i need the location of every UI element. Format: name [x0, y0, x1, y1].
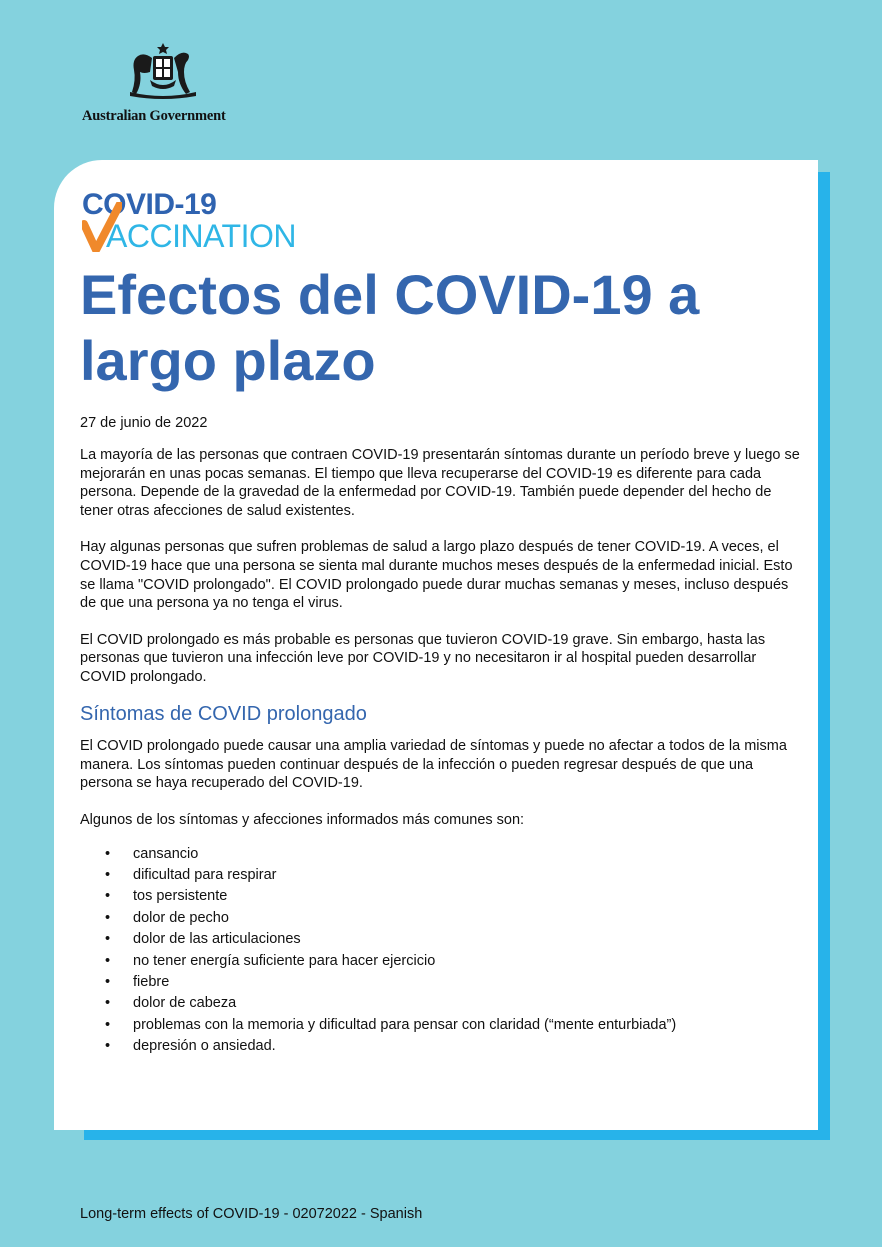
list-item — [80, 908, 800, 929]
government-name: Australian Government — [82, 108, 226, 124]
document-body — [80, 446, 800, 1058]
bullet: • — [105, 866, 111, 883]
coat-of-arms-icon — [120, 40, 206, 102]
paragraph: La mayoría de las personas que contraen COVID-19 presentarán síntomas durante un período breve y luego se mejorarán en unas pocas semanas. El tiempo que lleva recuperarse del COVID-19 es diferente para cada persona. Depende de la gravedad de la enfermedad por COVID-19. También puede depender del hecho de tener otras afecciones de salud existentes. — [80, 447, 800, 519]
bullet: • — [105, 1038, 111, 1055]
bullet: • — [105, 931, 111, 948]
list-item-text: dolor de las articulaciones — [133, 931, 301, 948]
list-item — [80, 865, 800, 886]
section-heading: Síntomas de COVID prolongado — [80, 702, 367, 725]
list-item-text: problemas con la memoria y dificultad para pensar con claridad (“mente enturbiada”) — [133, 1016, 677, 1033]
bullet: • — [105, 973, 111, 990]
list-item-text: tos persistente — [133, 888, 228, 905]
bullet: • — [105, 1016, 111, 1033]
list-item-text: cansancio — [133, 845, 199, 862]
list-item-text: fiebre — [133, 973, 170, 990]
bullet: • — [105, 888, 111, 905]
list-item — [80, 1036, 800, 1057]
brand-line-1: COVID-19 — [82, 188, 217, 221]
list-item-text: depresión o ansiedad. — [133, 1038, 276, 1055]
list-item — [80, 1015, 800, 1036]
paragraph: El COVID prolongado puede causar una amplia variedad de síntomas y puede no afectar a todos de la misma manera. Los síntomas pueden continuar después de la infección o pueden regresar después de que una persona se haya recuperado del COVID-19. — [80, 738, 787, 792]
list-item-text: dolor de cabeza — [133, 995, 237, 1012]
brand-line-2-text: ACCINATION — [106, 218, 296, 254]
list-item-text: dolor de pecho — [133, 909, 229, 926]
paragraph: El COVID prolongado es más probable es personas que tuvieron COVID-19 grave. Sin embargo, hasta las personas que tuvieron una infección leve por COVID-19 y no necesitaron ir al hospital pueden desarrollar COVID prolongado. — [80, 631, 766, 685]
symptoms-list — [80, 844, 800, 1058]
bullet: • — [105, 995, 111, 1012]
list-item — [80, 929, 800, 950]
bullet: • — [105, 952, 111, 969]
list-item-text: dificultad para respirar — [133, 866, 277, 883]
list-item — [80, 951, 800, 972]
covid-vaccination-logo — [82, 188, 322, 252]
australian-government-logo — [82, 40, 244, 126]
content-card — [54, 160, 818, 1130]
list-item — [80, 972, 800, 993]
paragraph: Algunos de los síntomas y afecciones informados más comunes son: — [80, 811, 525, 828]
list-item — [80, 993, 800, 1014]
page-title: Efectos del COVID-19 a largo plazo — [80, 263, 700, 392]
page-footer: Long-term effects of COVID-19 - 02072022 - Spanish — [80, 1206, 423, 1222]
bullet: • — [105, 909, 111, 926]
publication-date: 27 de junio de 2022 — [80, 415, 208, 431]
list-item — [80, 886, 800, 907]
list-item — [80, 844, 800, 865]
brand-line-2 — [82, 218, 296, 254]
bullet: • — [105, 845, 111, 862]
paragraph: Hay algunas personas que sufren problemas de salud a largo plazo después de tener COVID-19. A veces, el COVID-19 hace que una persona se sienta mal durante muchos meses después de la enfermedad inicial. Esto se llama "COVID prolongado". El COVID prolongado puede durar muchas semanas y meses, incluso después de que una persona ya no tenga el virus. — [80, 539, 793, 612]
list-item-text: no tener energía suficiente para hacer ejercicio — [133, 952, 436, 969]
